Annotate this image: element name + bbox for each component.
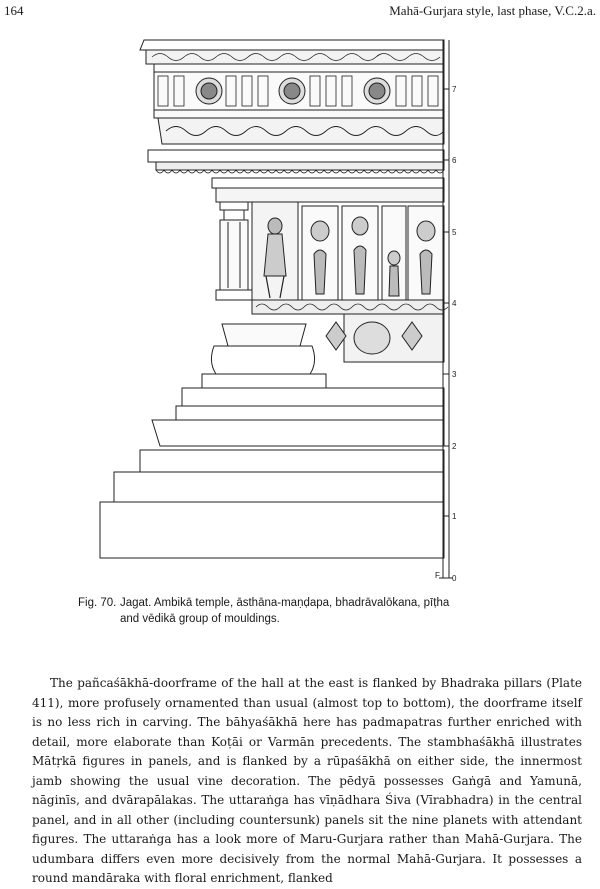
scale-label: 1 bbox=[452, 512, 457, 521]
caption-line-1: Jagat. Ambikā temple, āsthāna-maṇḍapa, bhadrāvalōkana, pīṭha bbox=[120, 597, 450, 609]
caption-label: Fig. 70. bbox=[78, 597, 117, 609]
architectural-drawing bbox=[96, 26, 466, 588]
cornice-mouldings bbox=[140, 40, 444, 173]
scale-label: 3 bbox=[452, 370, 457, 379]
scale-label: 5 bbox=[452, 228, 457, 237]
scale-label: F bbox=[435, 571, 440, 580]
page-number: 164 bbox=[4, 3, 24, 18]
scale-label: 7 bbox=[452, 85, 457, 94]
stepped-plinth bbox=[100, 388, 444, 558]
scale-label: 4 bbox=[452, 299, 457, 308]
scale-label: 2 bbox=[452, 442, 457, 451]
figure-caption bbox=[78, 595, 528, 627]
scale-label: 6 bbox=[452, 156, 457, 165]
kumbha-base bbox=[202, 324, 326, 388]
pillar bbox=[216, 202, 252, 300]
caption-line-2: and vēdikā group of mouldings. bbox=[120, 613, 280, 625]
scale-label: 0 bbox=[452, 574, 457, 583]
running-head: Mahā-Gurjara style, last phase, V.C.2.a. bbox=[389, 3, 596, 18]
figure-panels bbox=[252, 202, 444, 300]
page-header bbox=[4, 3, 596, 19]
body-paragraph: The pañcaśākhā-doorframe of the hall at the east is flanked by Bhadraka pillars (Plate 411), more profusely ornamented than usual (almost top to bottom), the doorframe itself is no less rich in carving. The bāhyaśākhā here has padmapatras further enriched with detail, more elaborate than Koṭāi or Varmān precedents. The stambhaśākhā illustrates Mātṛkā figures in panels, and is flanked by a rūpaśākhā on either side, the innermost jamb showing the usual vine decoration. The pēdyā possesses Gaṅgā and Yamunā, nāginīs, and dvārapālakas. The uttaraṅga has vīṇādhara Śiva (Vīrabhadra) in the central panel, and in all other (including countersunk) panels sit the nine planets with attendant figures. The uttaraṅga has a look more of Maru-Gurjara rather than Mahā-Gurjara. The udumbara differs even more decisively from the normal Mahā-Gurjara. It possesses a round mandāraka with floral enrichment, flanked bbox=[32, 676, 582, 885]
